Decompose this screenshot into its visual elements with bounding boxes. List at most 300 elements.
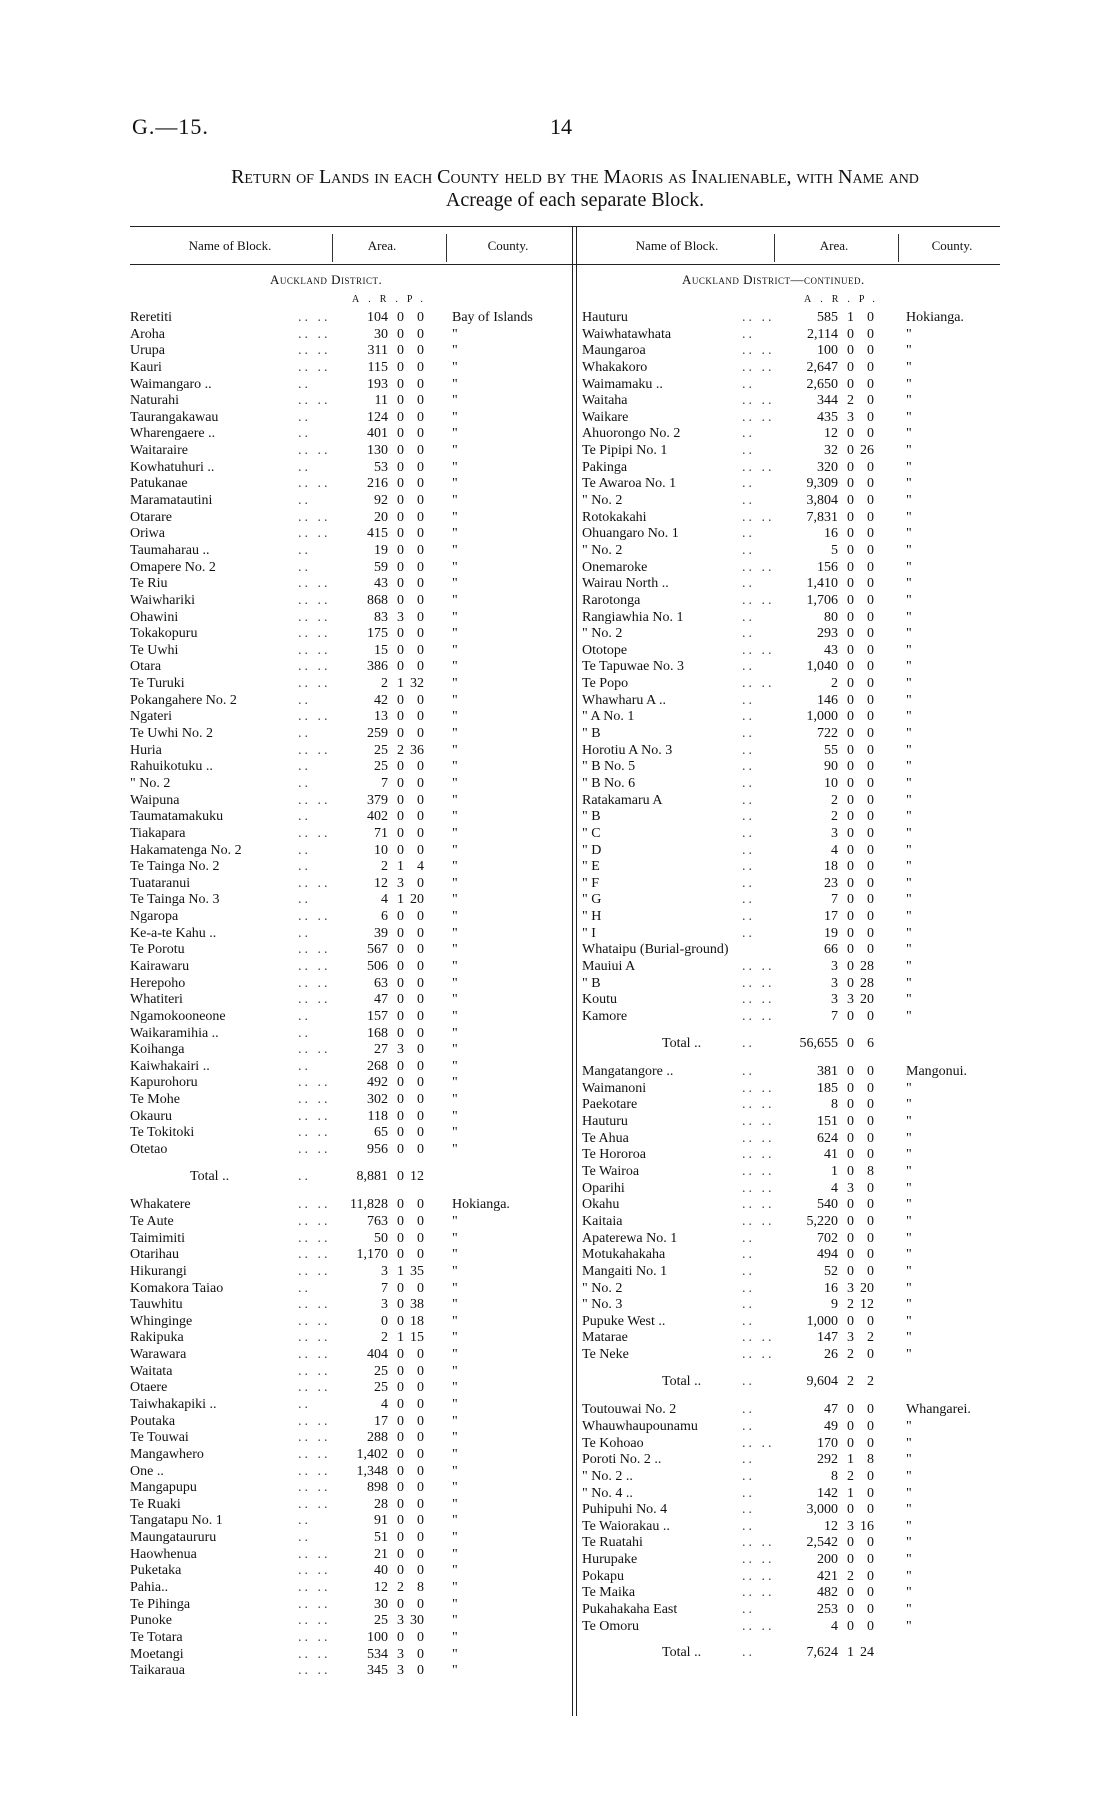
area-acres: 157	[367, 1008, 388, 1024]
area-acres: 151	[817, 1114, 838, 1130]
area-roods: 0	[847, 359, 854, 375]
block-name: Te Ahua	[582, 1130, 629, 1146]
table-row	[130, 393, 570, 410]
county-name: "	[906, 476, 912, 492]
area-roods: 0	[397, 809, 404, 825]
area-roods: 3	[397, 1042, 404, 1058]
table-row	[130, 976, 570, 993]
leader-dots: .. ..	[742, 393, 775, 409]
table-row	[582, 992, 1002, 1009]
area-perches: 0	[417, 692, 424, 708]
county-name: "	[452, 1092, 458, 1108]
area-roods: 0	[397, 542, 404, 558]
area-acres: 345	[367, 1663, 388, 1679]
table-row	[130, 1314, 570, 1331]
table-row	[582, 1347, 1002, 1364]
county-name: "	[452, 1363, 458, 1379]
table-row	[130, 360, 570, 377]
center-rule	[572, 226, 573, 1716]
table-row	[582, 1602, 1002, 1619]
area-perches: 28	[860, 975, 874, 991]
area-roods: 2	[847, 393, 854, 409]
leader-dots: ..	[742, 1064, 755, 1080]
table-row	[130, 659, 570, 676]
area-roods: 0	[847, 343, 854, 359]
area-acres: 259	[367, 726, 388, 742]
table-row	[582, 426, 1002, 443]
area-perches: 0	[867, 659, 874, 675]
county-name: "	[452, 526, 458, 542]
title-line-2: Acreage of each separate Block.	[445, 189, 705, 211]
block-name: Horotiu A No. 3	[582, 742, 673, 758]
block-name: Whakakoro	[582, 359, 648, 375]
leader-dots: ..	[742, 1247, 755, 1263]
block-name: Pukahakaha East	[582, 1602, 678, 1618]
leader-dots: .. ..	[742, 958, 775, 974]
block-name: Te Uwhi	[130, 642, 179, 658]
area-roods: 3	[847, 1518, 854, 1534]
area-acres: 32	[824, 443, 838, 459]
county-name: "	[452, 1230, 458, 1246]
area-roods: 0	[397, 1347, 404, 1363]
table-row	[582, 892, 1002, 909]
block-name: " No. 2	[582, 493, 623, 509]
area-roods: 0	[397, 1168, 404, 1184]
table-row	[130, 1264, 570, 1281]
right-header-area: Area.	[819, 238, 849, 253]
area-acres: 1,000	[806, 709, 838, 725]
block-name: Waiwhatawhata	[582, 326, 672, 342]
right-header-sep-1	[774, 234, 775, 262]
block-name: Te Pihinga	[130, 1596, 191, 1612]
block-name: Waitaraire	[130, 443, 188, 459]
area-roods: 0	[397, 526, 404, 542]
block-name: Patukanae	[130, 476, 188, 492]
county-name: "	[906, 1114, 912, 1130]
area-acres: 5	[831, 542, 838, 558]
block-name: Waipuna	[130, 792, 180, 808]
area-perches: 0	[417, 775, 424, 791]
area-acres: 320	[817, 459, 838, 475]
area-perches: 0	[867, 709, 874, 725]
county-name: "	[906, 1213, 912, 1229]
county-name: "	[452, 1108, 458, 1124]
area-roods: 0	[397, 576, 404, 592]
county-name: "	[452, 576, 458, 592]
area-acres: 7,624	[806, 1645, 838, 1661]
block-name: Oparihi	[582, 1180, 625, 1196]
block-name: Maungaroa	[582, 343, 646, 359]
table-row	[582, 410, 1002, 427]
area-acres: 722	[817, 726, 838, 742]
block-name: Te Tainga No. 2	[130, 859, 220, 875]
block-name: Omapere No. 2	[130, 559, 216, 575]
county-name: "	[906, 1164, 912, 1180]
block-name: Tauwhitu	[130, 1297, 183, 1313]
leader-dots: ..	[742, 809, 755, 825]
area-roods: 0	[397, 842, 404, 858]
leader-dots: ..	[742, 1035, 755, 1051]
leader-dots: ..	[742, 1518, 755, 1534]
area-perches: 0	[417, 958, 424, 974]
area-acres: 1	[831, 1164, 838, 1180]
area-perches: 0	[867, 1602, 874, 1618]
leader-dots: ..	[298, 493, 311, 509]
county-name: "	[452, 409, 458, 425]
area-acres: 2	[381, 859, 388, 875]
area-acres: 2	[831, 809, 838, 825]
block-name: Hikurangi	[130, 1263, 187, 1279]
leader-dots: .. ..	[298, 909, 331, 925]
county-name: "	[452, 792, 458, 808]
total-label: Total ..	[190, 1168, 230, 1184]
table-row	[130, 1563, 570, 1580]
area-perches: 0	[417, 1446, 424, 1462]
table-row	[582, 926, 1002, 943]
leader-dots: .. ..	[742, 409, 775, 425]
block-name: Kamore	[582, 1008, 628, 1024]
block-name: Te Porotu	[130, 942, 185, 958]
area-perches: 0	[417, 726, 424, 742]
county-name: "	[906, 576, 912, 592]
table-row	[582, 826, 1002, 843]
county-name: "	[906, 909, 912, 925]
table-row	[582, 693, 1002, 710]
area-roods: 3	[847, 409, 854, 425]
area-acres: 15	[374, 642, 388, 658]
area-roods: 0	[847, 576, 854, 592]
area-perches: 0	[867, 1618, 874, 1634]
area-perches: 0	[417, 642, 424, 658]
block-name: Rotokakahi	[582, 509, 647, 525]
area-roods: 0	[847, 909, 854, 925]
county-name: "	[906, 659, 912, 675]
county-name: "	[906, 1419, 912, 1434]
leader-dots: ..	[742, 542, 755, 558]
block-name: " No. 2	[582, 626, 623, 642]
area-acres: 185	[817, 1080, 838, 1096]
area-perches: 0	[417, 542, 424, 558]
leader-dots: .. ..	[298, 1580, 331, 1596]
total-row	[130, 1169, 570, 1186]
leader-dots: .. ..	[742, 1330, 775, 1346]
table-row	[130, 576, 570, 593]
leader-dots: .. ..	[742, 975, 775, 991]
area-roods: 0	[847, 609, 854, 625]
county-name: "	[906, 1180, 912, 1196]
county-name: "	[906, 726, 912, 742]
table-row	[582, 1314, 1002, 1331]
block-name: Kapurohoru	[130, 1075, 198, 1091]
table-row	[130, 743, 570, 760]
area-perches: 8	[867, 1164, 874, 1180]
county-name: "	[452, 1546, 458, 1562]
table-row	[130, 410, 570, 427]
county-name: "	[452, 1613, 458, 1629]
area-perches: 0	[417, 626, 424, 642]
area-acres: 50	[374, 1230, 388, 1246]
table-row	[130, 809, 570, 826]
area-roods: 0	[847, 559, 854, 575]
area-perches: 0	[417, 1430, 424, 1446]
block-name: Naturahi	[130, 393, 179, 409]
area-perches: 0	[417, 1629, 424, 1645]
area-acres: 1,410	[806, 576, 838, 592]
area-roods: 0	[397, 792, 404, 808]
table-row	[582, 1619, 1002, 1636]
leader-dots: .. ..	[298, 592, 331, 608]
leader-dots: .. ..	[298, 443, 331, 459]
leader-dots: .. ..	[742, 1618, 775, 1634]
block-name: Ohawini	[130, 609, 179, 625]
block-name: Mangawhero	[130, 1446, 204, 1462]
area-acres: 10	[374, 842, 388, 858]
leader-dots: .. ..	[298, 1596, 331, 1612]
leader-dots: ..	[298, 1168, 311, 1184]
table-row	[582, 510, 1002, 527]
leader-dots: ..	[742, 925, 755, 941]
table-row	[130, 643, 570, 660]
area-acres: 56,655	[799, 1035, 838, 1051]
county-name: "	[452, 925, 458, 941]
area-roods: 0	[397, 975, 404, 991]
area-roods: 0	[397, 1380, 404, 1396]
area-acres: 2	[831, 792, 838, 808]
county-name: "	[906, 1297, 912, 1313]
block-name: Te Turuki	[130, 676, 185, 692]
area-acres: 2,650	[806, 376, 838, 392]
block-name: Taumaharau ..	[130, 542, 210, 558]
area-acres: 9,604	[806, 1373, 838, 1389]
block-name: Te Totara	[130, 1629, 183, 1645]
block-name: Mangaiti No. 1	[582, 1263, 668, 1279]
area-acres: 30	[374, 326, 388, 342]
leader-dots: .. ..	[298, 1496, 331, 1512]
table-row	[130, 593, 570, 610]
area-acres: 19	[824, 925, 838, 941]
table-title	[150, 166, 1000, 212]
area-acres: 25	[374, 759, 388, 775]
area-roods: 2	[847, 1297, 854, 1313]
area-perches: 0	[867, 376, 874, 392]
total-row	[582, 1645, 1002, 1662]
leader-dots: ..	[742, 326, 755, 342]
area-acres: 28	[374, 1496, 388, 1512]
block-name: " G	[582, 892, 602, 908]
block-name: " No. 2 ..	[582, 1468, 633, 1484]
area-roods: 0	[847, 1313, 854, 1329]
area-perches: 16	[860, 1518, 874, 1534]
county-name: "	[906, 1330, 912, 1346]
right-units: A.R.P.	[804, 294, 884, 305]
table-row	[130, 1513, 570, 1530]
area-roods: 0	[847, 958, 854, 974]
table-row	[582, 310, 1002, 327]
leader-dots: ..	[742, 692, 755, 708]
area-acres: 30	[374, 1596, 388, 1612]
table-row	[130, 1464, 570, 1481]
area-roods: 0	[397, 1058, 404, 1074]
county-name: "	[906, 1313, 912, 1329]
area-acres: 156	[817, 559, 838, 575]
area-acres: 39	[374, 925, 388, 941]
leader-dots: ..	[742, 476, 755, 492]
table-row	[582, 1502, 1002, 1519]
county-name: "	[452, 1263, 458, 1279]
area-acres: 66	[824, 942, 838, 958]
block-name: Hauturu	[582, 310, 628, 325]
area-perches: 0	[867, 626, 874, 642]
area-perches: 0	[417, 592, 424, 608]
area-roods: 3	[847, 1330, 854, 1346]
area-perches: 0	[417, 1230, 424, 1246]
leader-dots: .. ..	[742, 310, 775, 325]
area-perches: 0	[867, 1468, 874, 1484]
table-row	[582, 543, 1002, 560]
block-name: Waitaha	[582, 393, 628, 409]
block-name: Te Kohoao	[582, 1435, 644, 1451]
leader-dots: .. ..	[298, 992, 331, 1008]
area-perches: 0	[867, 526, 874, 542]
table-row	[582, 1081, 1002, 1098]
area-acres: 3	[831, 958, 838, 974]
block-name: Waiwhariki	[130, 592, 195, 608]
block-name: " No. 4 ..	[582, 1485, 633, 1501]
right-header-name: Name of Block.	[635, 238, 719, 253]
area-perches: 0	[867, 1180, 874, 1196]
county-name: "	[452, 1247, 458, 1263]
leader-dots: .. ..	[298, 1546, 331, 1562]
block-name: Mangapupu	[130, 1480, 197, 1496]
table-row	[582, 460, 1002, 477]
block-name: Waikare	[582, 409, 629, 425]
area-perches: 4	[417, 859, 424, 875]
block-name: Otetao	[130, 1142, 168, 1158]
area-perches: 0	[867, 909, 874, 925]
county-name: "	[906, 992, 912, 1008]
table-row	[130, 1281, 570, 1298]
area-acres: 2,647	[806, 359, 838, 375]
county-name: "	[906, 958, 912, 974]
leader-dots: ..	[298, 692, 311, 708]
area-perches: 0	[417, 1197, 424, 1213]
area-acres: 27	[374, 1042, 388, 1058]
leader-dots: .. ..	[298, 676, 331, 692]
leader-dots: ..	[742, 609, 755, 625]
county-name: "	[906, 859, 912, 875]
area-acres: 49	[824, 1419, 838, 1434]
leader-dots: .. ..	[742, 1130, 775, 1146]
area-acres: 100	[817, 343, 838, 359]
area-acres: 47	[374, 992, 388, 1008]
area-perches: 0	[417, 526, 424, 542]
county-name: "	[452, 1042, 458, 1058]
county-name: "	[452, 559, 458, 575]
county-name: "	[452, 1596, 458, 1612]
area-perches: 0	[417, 1463, 424, 1479]
table-row	[130, 1414, 570, 1431]
area-acres: 193	[367, 376, 388, 392]
area-perches: 0	[417, 1397, 424, 1412]
area-roods: 0	[847, 1064, 854, 1080]
table-row	[582, 1519, 1002, 1536]
leader-dots: .. ..	[742, 1147, 775, 1163]
table-row	[130, 1447, 570, 1464]
county-name: Hokianga.	[452, 1197, 510, 1213]
area-perches: 0	[867, 759, 874, 775]
leader-dots: ..	[298, 459, 311, 475]
table-row	[582, 560, 1002, 577]
area-perches: 0	[417, 1563, 424, 1579]
county-name: "	[452, 426, 458, 442]
area-roods: 0	[397, 326, 404, 342]
table-row	[130, 377, 570, 394]
leader-dots: .. ..	[742, 1008, 775, 1024]
area-roods: 1	[397, 859, 404, 875]
table-row	[130, 759, 570, 776]
table-row	[582, 327, 1002, 344]
block-name: Poroti No. 2 ..	[582, 1452, 662, 1468]
area-roods: 0	[847, 476, 854, 492]
title-line-1: Return of Lands in each County held by the Maoris as Inalienable, with Name and	[231, 166, 919, 188]
table-row	[130, 892, 570, 909]
county-name: "	[452, 1380, 458, 1396]
block-name: Tangatapu No. 1	[130, 1513, 223, 1529]
area-acres: 4	[831, 1180, 838, 1196]
area-acres: 492	[367, 1075, 388, 1091]
county-name: "	[906, 459, 912, 475]
leader-dots: ..	[298, 892, 311, 908]
leader-dots: ..	[742, 1280, 755, 1296]
leader-dots: ..	[742, 626, 755, 642]
table-row	[582, 1197, 1002, 1214]
table-row	[582, 360, 1002, 377]
county-name: "	[906, 1518, 912, 1534]
county-name: "	[906, 742, 912, 758]
area-perches: 0	[867, 842, 874, 858]
county-name: "	[906, 1247, 912, 1263]
area-acres: 8	[831, 1468, 838, 1484]
area-roods: 0	[847, 1552, 854, 1568]
area-roods: 0	[397, 393, 404, 409]
area-acres: 90	[824, 759, 838, 775]
table-row	[130, 1380, 570, 1397]
area-roods: 0	[847, 592, 854, 608]
county-name: "	[906, 975, 912, 991]
county-name: "	[452, 1313, 458, 1329]
area-acres: 63	[374, 975, 388, 991]
county-name: Whangarei.	[906, 1402, 971, 1418]
block-name: Whakatere	[130, 1197, 191, 1213]
county-name: "	[906, 1080, 912, 1096]
county-name: "	[452, 875, 458, 891]
county-name: "	[452, 909, 458, 925]
area-perches: 0	[417, 459, 424, 475]
area-perches: 0	[867, 343, 874, 359]
area-roods: 0	[397, 376, 404, 392]
table-row	[130, 1613, 570, 1630]
county-name: "	[906, 592, 912, 608]
county-name: "	[906, 1502, 912, 1518]
county-name: "	[452, 1280, 458, 1296]
block-name: Ngaropa	[130, 909, 179, 925]
area-acres: 40	[374, 1563, 388, 1579]
left-header-name: Name of Block.	[188, 238, 272, 253]
area-perches: 35	[410, 1263, 424, 1279]
leader-dots: ..	[742, 742, 755, 758]
area-acres: 2	[381, 676, 388, 692]
area-acres: 3,804	[806, 493, 838, 509]
